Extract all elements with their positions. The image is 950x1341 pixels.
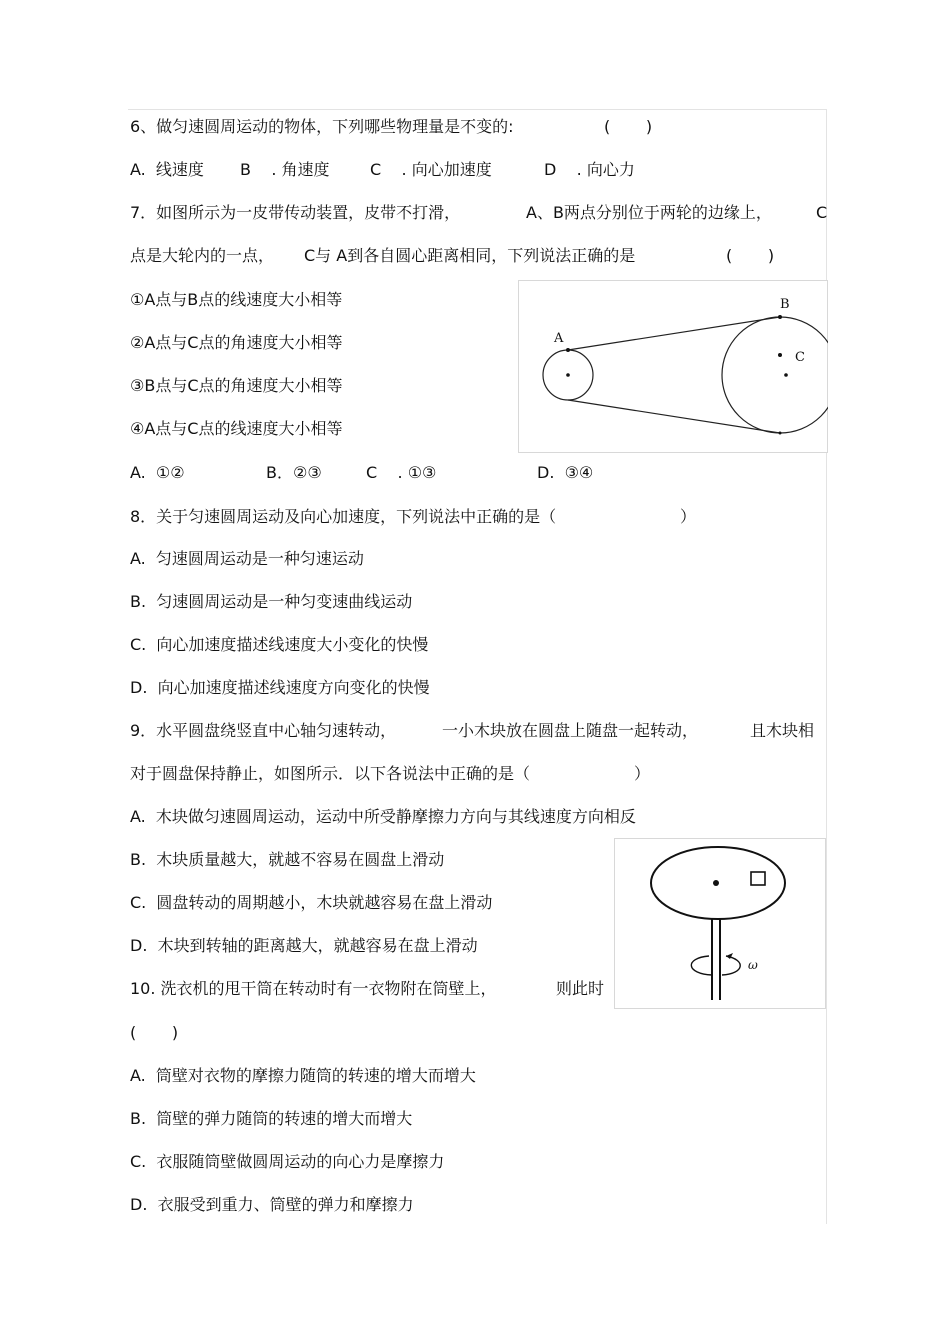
- q7-option-d: D. ③④: [537, 463, 594, 482]
- q7-stem-line2: 点是大轮内的一点，: [130, 246, 275, 265]
- q7-statement-4: ④A点与C点的线速度大小相等: [130, 419, 343, 438]
- q7-answer-paren: ( ): [726, 246, 775, 265]
- top-rule: [128, 109, 826, 110]
- q6-option-c: C . 向心加速度: [370, 160, 492, 179]
- point-belt-bottom: [779, 432, 782, 435]
- q7-option-a: A. ①②: [130, 463, 185, 482]
- q8-stem: 8．关于匀速圆周运动及向心加速度，下列说法中正确的是（: [130, 507, 557, 526]
- q8-paren-close: ）: [680, 507, 697, 526]
- q7-stem-line1c: C: [816, 203, 828, 222]
- label-c: C: [795, 350, 805, 365]
- q8-option-b: B. 匀速圆周运动是一种匀变速曲线运动: [130, 592, 413, 611]
- q8-option-a: A. 匀速圆周运动是一种匀速运动: [130, 549, 364, 568]
- q9-option-d: D. 木块到转轴的距离越大，就越容易在盘上滑动: [130, 936, 478, 955]
- q6-answer-paren: ( ): [604, 117, 653, 136]
- q6-stem: 6、做匀速圆周运动的物体，下列哪些物理量是不变的:: [130, 117, 514, 136]
- q7-statement-1: ①A点与B点的线速度大小相等: [130, 290, 343, 309]
- q7-stem-line1b: A、B两点分别位于两轮的边缘上，: [526, 203, 772, 222]
- q9-stem-line1: 9．水平圆盘绕竖直中心轴匀速转动，: [130, 721, 397, 740]
- q7-option-b: B．②③: [266, 463, 322, 482]
- wooden-block: [751, 872, 765, 885]
- q9-paren-close: ）: [634, 764, 651, 783]
- q9-option-c: C. 圆盘转动的周期越小，木块就越容易在盘上滑动: [130, 893, 493, 912]
- q10-option-d: D. 衣服受到重力、筒壁的弹力和摩擦力: [130, 1195, 414, 1214]
- q6-option-d: D . 向心力: [544, 160, 635, 179]
- q10-option-a: A. 筒壁对衣物的摩擦力随筒的转速的增大而增大: [130, 1066, 476, 1085]
- q7-statement-2: ②A点与C点的角速度大小相等: [130, 333, 343, 352]
- q9-stem-line2: 对于圆盘保持静止，如图所示．以下各说法中正确的是（: [130, 764, 531, 783]
- q8-option-c: C. 向心加速度描述线速度大小变化的快慢: [130, 635, 429, 654]
- label-b: B: [780, 297, 790, 312]
- q10-stem-b: 则此时: [556, 979, 605, 998]
- q10-answer-paren: ( ): [130, 1023, 179, 1042]
- point-c: [778, 353, 782, 357]
- q6-option-b: B . 角速度: [240, 160, 330, 179]
- point-a: [566, 348, 570, 352]
- label-a: A: [554, 331, 564, 346]
- large-wheel-center: [784, 373, 788, 377]
- right-rule: [826, 109, 827, 1224]
- q9-option-b: B. 木块质量越大，就越不容易在圆盘上滑动: [130, 850, 445, 869]
- q10-option-b: B. 筒壁的弹力随筒的转速的增大而增大: [130, 1109, 413, 1128]
- small-wheel-center: [566, 373, 570, 377]
- q10-option-c: C. 衣服随筒壁做圆周运动的向心力是摩擦力: [130, 1152, 445, 1171]
- disk-center: [713, 880, 719, 886]
- q10-stem: 10. 洗衣机的甩干筒在转动时有一衣物附在筒壁上，: [130, 979, 497, 998]
- point-b: [778, 315, 782, 319]
- q6-option-a: A. 线速度: [130, 160, 204, 179]
- omega-label: ω: [748, 958, 758, 972]
- rotating-disk-figure: [614, 838, 826, 1010]
- q9-stem-line1b: 一小木块放在圆盘上随盘一起转动，: [442, 721, 699, 740]
- q7-stem-line1: 7．如图所示为一皮带传动装置，皮带不打滑，: [130, 203, 461, 222]
- q9-stem-line1c: 且木块相: [750, 721, 815, 740]
- q7-statement-3: ③B点与C点的角速度大小相等: [130, 376, 343, 395]
- q9-option-a: A. 木块做匀速圆周运动，运动中所受静摩擦力方向与其线速度方向相反: [130, 807, 636, 826]
- q7-stem-line2b: C与 A到各自圆心距离相同，下列说法正确的是: [304, 246, 636, 265]
- q7-option-c: C . ①③: [366, 463, 437, 482]
- q8-option-d: D. 向心加速度描述线速度方向变化的快慢: [130, 678, 430, 697]
- belt-drive-figure: [518, 280, 828, 454]
